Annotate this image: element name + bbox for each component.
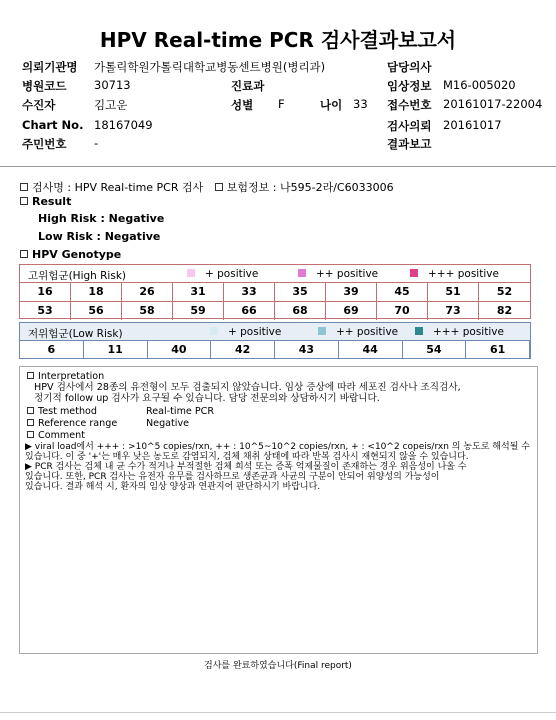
comment-heading-row	[27, 430, 85, 441]
checkbox-icon	[20, 183, 28, 191]
genotype-cell: 70	[377, 302, 428, 320]
department-label: 진료과	[231, 79, 265, 93]
footer-text: 검사를 완료하였습니다(Final report)	[204, 661, 352, 671]
institution-value: 가톨릭학원가톨릭대학교병동센트병원(병리과)	[94, 60, 326, 74]
genotype-cell: 56	[71, 302, 122, 320]
genotype-cell: 39	[326, 283, 377, 301]
exam-name-label: 검사명 :	[32, 181, 72, 194]
comment-2a: ▶ PCR 검사는 검체 내 균 수가 적거나 부적절한 검체 희석 또는 증폭 억제물질이 존재하는 경우 위음성이 나올 수	[25, 462, 467, 472]
high-risk-legend	[20, 265, 530, 283]
genotype-cell: 40	[148, 341, 212, 359]
legend-item-plusplus: ++ positive	[318, 326, 398, 338]
legend-swatch	[210, 327, 218, 335]
hospital-code-value: 30713	[94, 78, 131, 92]
checkbox-icon	[27, 372, 34, 379]
sex-value: F	[278, 97, 285, 111]
high-risk-table	[19, 264, 531, 319]
comment-1a: ▶ viral load에서 +++ : >10^5 copies/rxn, ++ : 10^5~10^2 copies/rxn, + : <10^2 copeis/rxn 의 농도로 해석될 수	[25, 442, 530, 452]
high-risk-row-1	[20, 283, 530, 301]
method-label: Test method	[38, 406, 97, 417]
range-value: Negative	[146, 418, 190, 429]
range-label: Reference range	[38, 418, 118, 429]
receipt-value: 20161017-22004	[443, 97, 543, 111]
high-risk-result: High Risk : Negative	[38, 212, 165, 225]
genotype-heading-row	[20, 248, 121, 261]
legend-item-plus: + positive	[210, 326, 281, 338]
genotype-cell: 31	[173, 283, 224, 301]
genotype-cell: 26	[122, 283, 173, 301]
comment-2c: 있습니다. 결과 해석 시, 환자의 임상 양상과 연관지어 판단하시기 바랍니다.	[25, 482, 321, 492]
receipt-label: 접수번호	[387, 98, 432, 112]
genotype-cell: 51	[428, 283, 479, 301]
interpretation-text-2: 정기적 follow up 검사가 요구될 수 있습니다. 담당 전문의와 상담하시기 바랍니다.	[34, 393, 380, 404]
insurance-value: 나595-2라/C6033006	[279, 181, 394, 194]
clinical-info-value: M16-005020	[443, 78, 516, 92]
genotype-cell: 54	[403, 341, 467, 359]
genotype-cell: 68	[275, 302, 326, 320]
genotype-cell: 45	[377, 283, 428, 301]
genotype-cell: 69	[326, 302, 377, 320]
method-row	[27, 406, 215, 417]
legend-swatch	[298, 269, 306, 277]
comment-2b: 있습니다. 또한, PCR 검사는 유전자 유무를 검사하므로 생존균과 사균의 구분이 안되어 위양성의 가능성이	[25, 472, 440, 482]
high-risk-row-2	[20, 301, 530, 319]
doctor-label: 담당의사	[387, 60, 432, 74]
legend-swatch	[410, 269, 418, 277]
patient-label: 수진자	[22, 98, 56, 112]
genotype-cell: 35	[275, 283, 326, 301]
low-risk-result: Low Risk : Negative	[38, 230, 161, 243]
id-label: 주민번호	[22, 137, 67, 151]
legend-swatch	[318, 327, 326, 335]
interpretation-text-1: HPV 검사에서 28종의 유전형이 모두 검출되지 않았습니다. 임상 증상에 따라 세포진 검사나 조직검사,	[34, 382, 461, 393]
high-risk-label: 고위험군(High Risk)	[28, 270, 126, 282]
genotype-cell: 59	[173, 302, 224, 320]
comment-label: Comment	[38, 430, 86, 441]
request-label: 검사의뢰	[387, 119, 432, 133]
checkbox-icon	[27, 407, 34, 414]
chart-value: 18167049	[94, 118, 153, 132]
comment-1b: 있습니다. 이 중 '+'는 매우 낮은 농도로 감염되지, 검체 채취 상태에 따라 반복 검사시 재현되지 않을 수 있습니다.	[25, 452, 469, 462]
genotype-cell: 43	[275, 341, 339, 359]
range-row	[27, 418, 190, 429]
method-value: Real-time PCR	[146, 406, 215, 417]
age-label: 나이	[320, 98, 343, 112]
low-risk-legend	[20, 323, 530, 341]
genotype-cell: 82	[496, 304, 513, 317]
legend-item-plusplusplus: +++ positive	[415, 326, 504, 338]
legend-swatch	[187, 269, 195, 277]
genotype-cell: 53	[20, 302, 71, 320]
interpretation-box	[19, 366, 538, 654]
sex-label: 성별	[231, 98, 254, 112]
exam-name-value: HPV Real-time PCR 검사	[74, 181, 204, 194]
result-heading: Result	[32, 195, 72, 208]
low-risk-row	[20, 341, 530, 359]
genotype-cell: 61	[466, 341, 530, 359]
genotype-cell: 18	[71, 283, 122, 301]
genotype-cell: 44	[339, 341, 403, 359]
insurance-label: 보험정보 :	[226, 181, 277, 194]
patient-value: 김고운	[94, 98, 128, 112]
result-heading-row	[20, 195, 71, 208]
genotype-cell: 11	[84, 341, 148, 359]
genotype-cell: 73	[428, 302, 479, 320]
age-value: 33	[353, 97, 368, 111]
legend-swatch	[415, 327, 423, 335]
clinical-info-label: 임상정보	[387, 79, 432, 93]
legend-item-plus: + positive	[187, 268, 258, 280]
genotype-cell: 16	[20, 283, 71, 301]
genotype-cell: 52	[496, 285, 513, 298]
low-risk-label: 저위험군(Low Risk)	[28, 328, 123, 340]
checkbox-icon	[20, 250, 28, 258]
interpretation-heading-row	[27, 371, 104, 382]
genotype-cell: 42	[211, 341, 275, 359]
low-risk-table	[19, 322, 531, 359]
checkbox-icon	[27, 419, 34, 426]
checkbox-icon	[27, 431, 34, 438]
legend-item-plusplus: ++ positive	[298, 268, 378, 280]
genotype-cell: 6	[20, 341, 84, 359]
chart-label: Chart No.	[22, 118, 84, 132]
hospital-code-label: 병원코드	[22, 79, 67, 93]
request-value: 20161017	[443, 118, 502, 132]
genotype-cell: 58	[122, 302, 173, 320]
genotype-heading: HPV Genotype	[32, 248, 122, 261]
checkbox-icon	[215, 183, 223, 191]
bottom-divider	[0, 712, 556, 713]
id-value: -	[94, 136, 99, 150]
checkbox-icon	[20, 197, 28, 205]
genotype-cell: 66	[224, 302, 275, 320]
interpretation-heading: Interpretation	[38, 371, 105, 382]
result-report-label: 결과보고	[387, 137, 432, 151]
legend-item-plusplusplus: +++ positive	[410, 268, 499, 280]
report-title: HPV Real-time PCR 검사결과보고서	[99, 28, 457, 52]
header-divider	[0, 166, 556, 167]
genotype-cell: 33	[224, 283, 275, 301]
exam-line	[20, 179, 394, 195]
institution-label: 의뢰기관명	[22, 60, 78, 74]
